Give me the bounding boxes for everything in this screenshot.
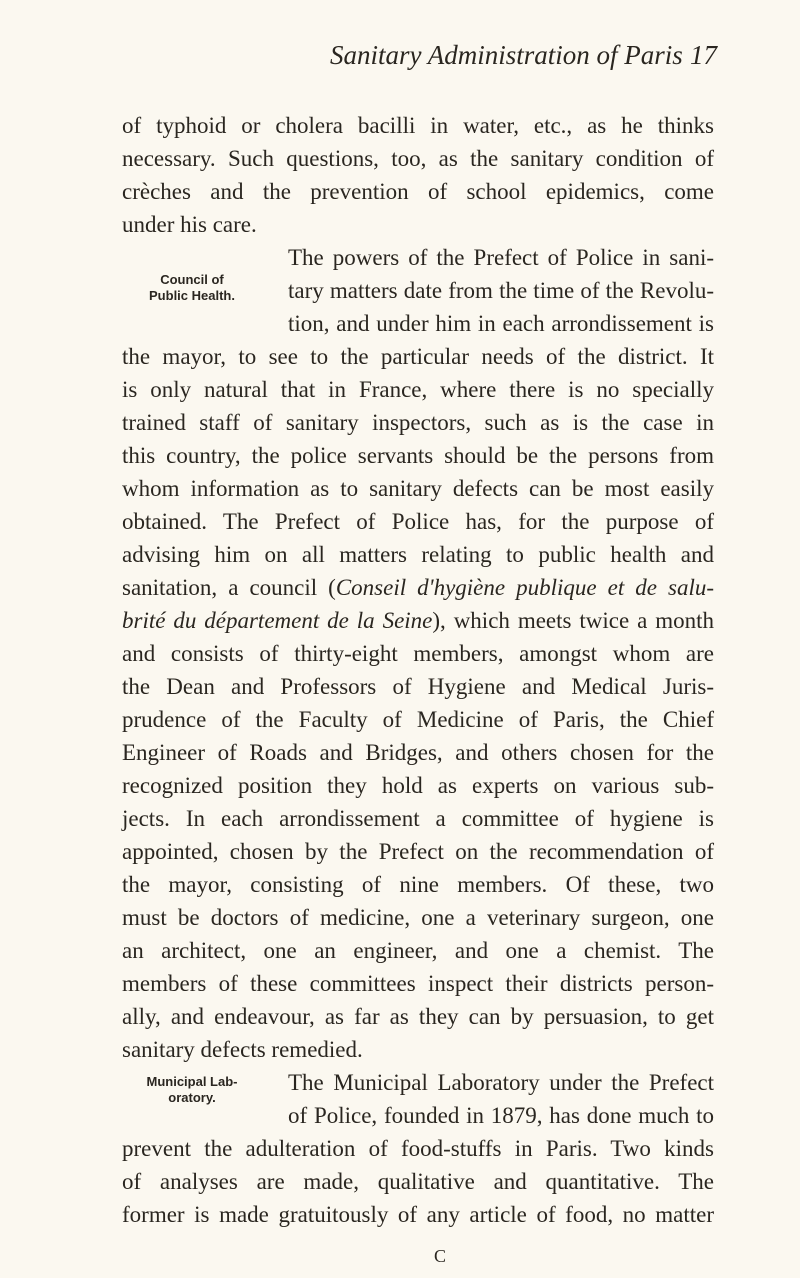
text-line: sanitary defects remedied. xyxy=(122,1037,363,1062)
text-line: Engineer of Roads and Bridges, and others chosen for the xyxy=(122,740,714,765)
text-line: tion, and under him in each arrondissement is xyxy=(288,311,714,336)
text-line: the mayor, to see to the particular needs of the district. It xyxy=(122,344,714,369)
text-segment-italic: brité du département de la Seine xyxy=(122,608,433,633)
text-segment: sanitation, a council ( xyxy=(122,575,336,600)
margin-note-laboratory xyxy=(122,1074,262,1106)
text-line: former is made gratuitously of any article of food, no matter xyxy=(122,1202,714,1227)
text-line xyxy=(122,607,714,635)
text-line: the Dean and Professors of Hygiene and Medical Juris- xyxy=(122,674,714,699)
text-line: necessary. Such questions, too, as the sanitary condition of xyxy=(122,146,714,171)
text-line: prevent the adulteration of food-stuffs in Paris. Two kinds xyxy=(122,1136,714,1161)
page-number: 17 xyxy=(690,40,717,70)
signature-mark: C xyxy=(434,1246,447,1266)
text-line: under his care. xyxy=(122,212,257,237)
margin-note-line: Council of xyxy=(160,272,224,287)
text-line: of Police, founded in 1879, has done much to xyxy=(288,1103,714,1128)
text-line: must be doctors of medicine, one a veterinary surgeon, one xyxy=(122,905,714,930)
text-line: members of these committees inspect their districts person- xyxy=(122,971,714,996)
text-line: an architect, one an engineer, and one a chemist. The xyxy=(122,938,714,963)
text-line: of typhoid or cholera bacilli in water, etc., as he thinks xyxy=(122,113,714,138)
margin-note-line: Public Health. xyxy=(149,288,235,303)
text-segment: ), which meets twice a month xyxy=(432,608,714,633)
text-line: recognized position they hold as experts on various sub- xyxy=(122,773,714,798)
text-line: trained staff of sanitary inspectors, such as is the case in xyxy=(122,410,714,435)
running-title: Sanitary Administration of Paris xyxy=(330,40,683,70)
text-line xyxy=(122,574,714,602)
text-line: crèches and the prevention of school epidemics, come xyxy=(122,179,714,204)
text-line: prudence of the Faculty of Medicine of Paris, the Chief xyxy=(122,707,714,732)
text-line: advising him on all matters relating to public health and xyxy=(122,542,714,567)
text-line: tary matters date from the time of the Revolu- xyxy=(288,278,714,303)
text-line: The Municipal Laboratory under the Prefect xyxy=(288,1070,714,1095)
text-line: this country, the police servants should be the persons from xyxy=(122,443,714,468)
text-line: the mayor, consisting of nine members. Of these, two xyxy=(122,872,714,897)
text-segment-italic: Conseil d'hygiène publique et de salu- xyxy=(335,575,715,600)
text-line: whom information as to sanitary defects can be most easily xyxy=(122,476,714,501)
page-header xyxy=(0,40,800,80)
text-line: and consists of thirty-eight members, amongst whom are xyxy=(122,641,714,666)
margin-note-council xyxy=(122,272,262,304)
text-line: appointed, chosen by the Prefect on the recommendation of xyxy=(122,839,714,864)
text-line: obtained. The Prefect of Police has, for the purpose of xyxy=(122,509,714,534)
margin-note-line: oratory. xyxy=(168,1090,216,1105)
text-line: ally, and endeavour, as far as they can by persuasion, to get xyxy=(122,1004,714,1029)
margin-note-line: Municipal Lab- xyxy=(146,1074,238,1089)
text-line: jects. In each arrondissement a committee of hygiene is xyxy=(122,806,714,831)
text-line: The powers of the Prefect of Police in sani- xyxy=(288,245,714,270)
text-line: of analyses are made, qualitative and quantitative. The xyxy=(122,1169,714,1194)
text-line: is only natural that in France, where there is no specially xyxy=(122,377,714,402)
